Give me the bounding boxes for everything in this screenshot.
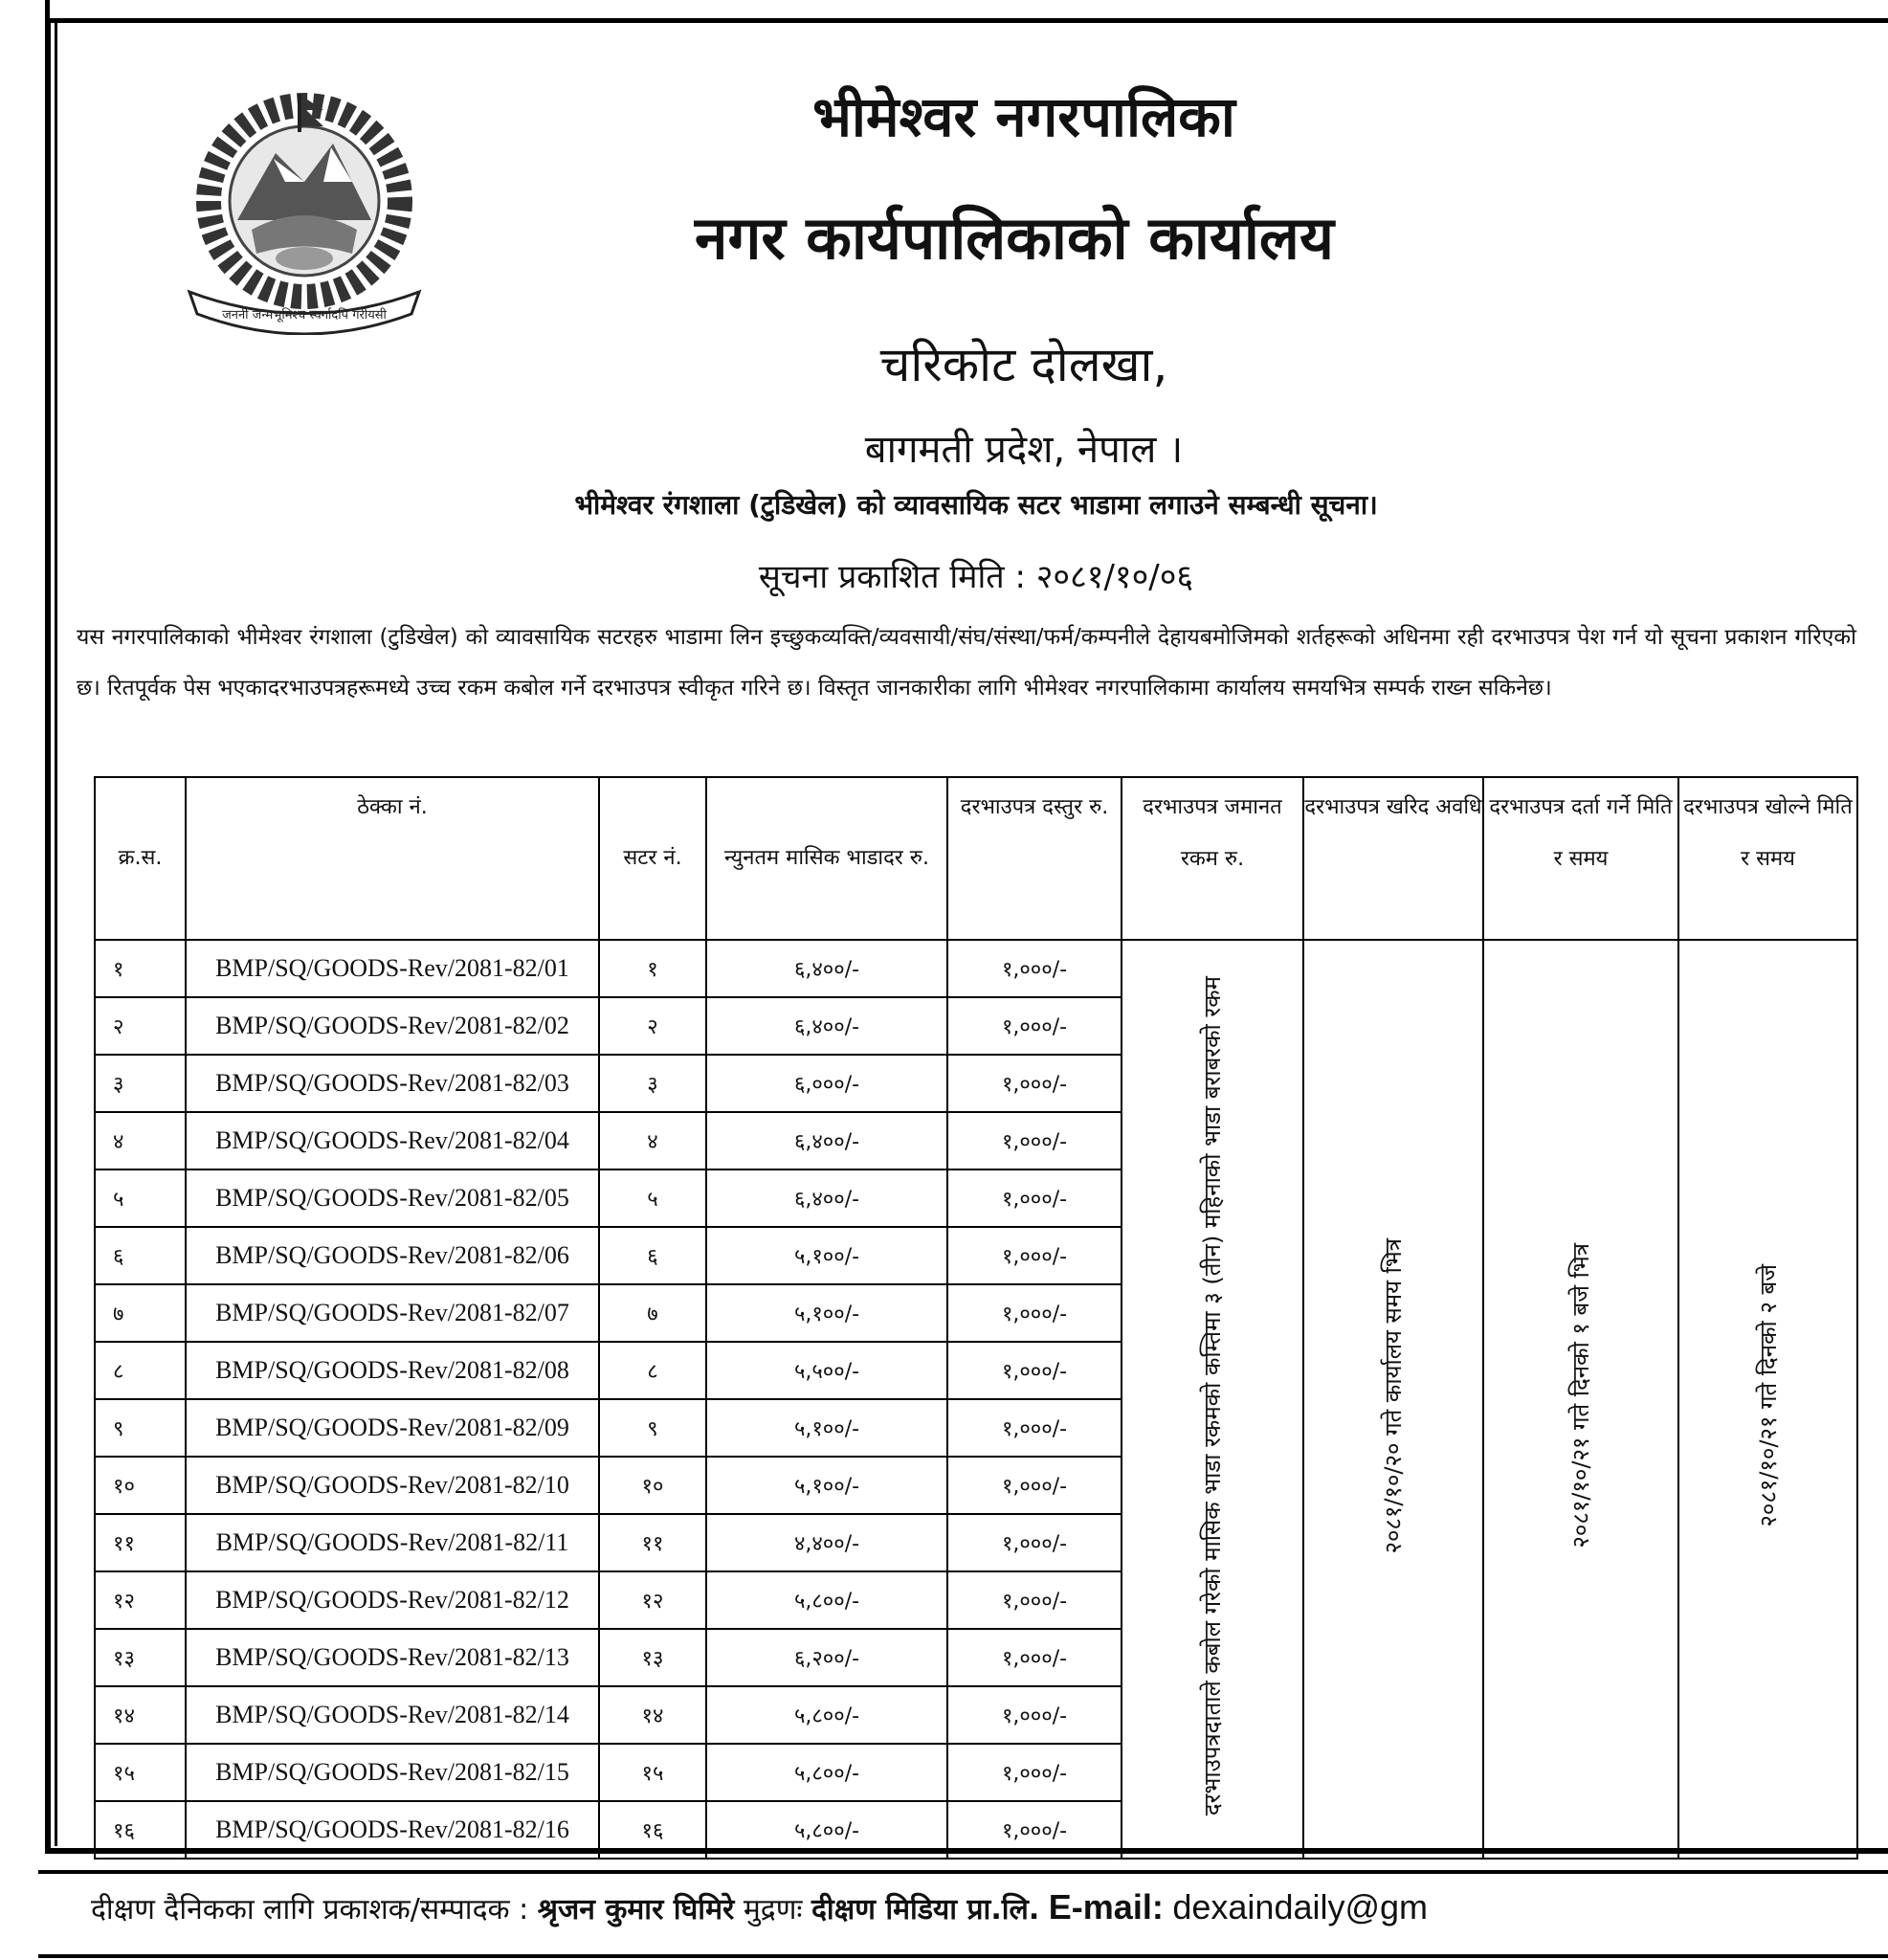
cell-sn: ४ (95, 1112, 186, 1169)
cell-shutter-no: ११ (599, 1514, 706, 1571)
header-bid-fee: दरभाउपत्र दस्तुर रु. (947, 777, 1122, 940)
cell-contract-no: BMP/SQ/GOODS-Rev/2081-82/11 (186, 1514, 599, 1571)
cell-sn: ३ (95, 1055, 186, 1112)
header-sn: क्र.स. (95, 777, 186, 940)
cell-shutter-no: ९ (599, 1399, 706, 1457)
cell-bid-fee: १,०००/- (947, 1686, 1122, 1744)
header-shutter-no: सटर नं. (599, 777, 706, 940)
publisher-footer (91, 1887, 1428, 1927)
cell-min-rent: ६,०००/- (706, 1055, 947, 1112)
cell-min-rent: ५,१००/- (706, 1227, 947, 1284)
cell-sn: १२ (95, 1571, 186, 1629)
cell-contract-no: BMP/SQ/GOODS-Rev/2081-82/14 (186, 1686, 599, 1744)
cell-shutter-no: १५ (599, 1744, 706, 1801)
cell-bid-fee: १,०००/- (947, 1514, 1122, 1571)
cell-contract-no: BMP/SQ/GOODS-Rev/2081-82/15 (186, 1744, 599, 1801)
header-opening-date: दरभाउपत्र खोल्ने मिति र समय (1678, 777, 1857, 940)
cell-sn: ५ (95, 1169, 186, 1227)
nepal-government-emblem-icon (161, 86, 448, 335)
cell-min-rent: ५,१००/- (706, 1399, 947, 1457)
emblem-motto: जननी जन्मभूमिश्च स्वर्गादपि गरीयसी (222, 308, 387, 323)
cell-shutter-no: १२ (599, 1571, 706, 1629)
frame-inner-rule (55, 23, 57, 1846)
cell-sn: ११ (95, 1514, 186, 1571)
header-submission-date: दरभाउपत्र दर्ता गर्ने मिति र समय (1483, 777, 1678, 940)
cell-contract-no: BMP/SQ/GOODS-Rev/2081-82/16 (186, 1801, 599, 1859)
cell-shutter-no: ८ (599, 1342, 706, 1399)
cell-contract-no: BMP/SQ/GOODS-Rev/2081-82/04 (186, 1112, 599, 1169)
cell-contract-no: BMP/SQ/GOODS-Rev/2081-82/05 (186, 1169, 599, 1227)
merged-cell-submission (1483, 940, 1678, 1859)
cell-contract-no: BMP/SQ/GOODS-Rev/2081-82/03 (186, 1055, 599, 1112)
cell-sn: ७ (95, 1284, 186, 1342)
cell-bid-fee: १,०००/- (947, 1457, 1122, 1514)
cell-shutter-no: १० (599, 1457, 706, 1514)
cell-bid-fee: १,०००/- (947, 1342, 1122, 1399)
cell-contract-no: BMP/SQ/GOODS-Rev/2081-82/12 (186, 1571, 599, 1629)
cell-shutter-no: ७ (599, 1284, 706, 1342)
cell-contract-no: BMP/SQ/GOODS-Rev/2081-82/13 (186, 1629, 599, 1686)
cell-min-rent: ५,८००/- (706, 1801, 947, 1859)
cell-min-rent: ५,८००/- (706, 1744, 947, 1801)
printer-label: मुद्रणः (743, 1893, 803, 1927)
cell-shutter-no: १३ (599, 1629, 706, 1686)
cell-bid-fee: १,०००/- (947, 1112, 1122, 1169)
printer-name: दीक्षण मिडिया प्रा.लि. (811, 1893, 1040, 1927)
office-location: चरिकोट दोलखा, (879, 337, 1168, 392)
cell-bid-fee: १,०००/- (947, 1744, 1122, 1801)
cell-sn: १६ (95, 1801, 186, 1859)
cell-shutter-no: ६ (599, 1227, 706, 1284)
cell-min-rent: ५,१००/- (706, 1284, 947, 1342)
merged-cell-deposit (1122, 940, 1303, 1859)
cell-bid-fee: १,०००/- (947, 997, 1122, 1055)
cell-bid-fee: १,०००/- (947, 1399, 1122, 1457)
cell-bid-fee: १,०००/- (947, 1055, 1122, 1112)
cell-shutter-no: ३ (599, 1055, 706, 1112)
footer-rule-bottom (38, 1954, 1888, 1958)
cell-min-rent: ६,४००/- (706, 997, 947, 1055)
cell-contract-no: BMP/SQ/GOODS-Rev/2081-82/02 (186, 997, 599, 1055)
cell-sn: १ (95, 940, 186, 997)
notice-body: यस नगरपालिकाको भीमेश्वर रंगशाला (टुडिखेल) को व्यावसायिक सटरहरु भाडामा लिन इच्छुकव्यक्ति/व्यवसायी/संघ/संस्था/फर्म/कम्पनीले देहायबमोजिमको शर्तहरूको अधिनमा रही दरभाउपत्र पेश गर्न यो सूचना प्रकाशन गरिएको छ। रितपूर्वक पेस भएकादरभाउपत्रहरूमध्ये उच्च रकम कबोल गर्ने दरभाउपत्र स्वीकृत गरिने छ। विस्तृत जानकारीका लागि भीमेश्वर नगरपालिकामा कार्यालय समयभित्र सम्पर्क राख्न सकिनेछ। (77, 625, 1856, 701)
publisher-label: दीक्षण दैनिकका लागि प्रकाशक/सम्पादक : (91, 1893, 529, 1927)
footer-rule-top (38, 1870, 1888, 1874)
cell-contract-no: BMP/SQ/GOODS-Rev/2081-82/10 (186, 1457, 599, 1514)
cell-min-rent: ५,१००/- (706, 1457, 947, 1514)
cell-shutter-no: ४ (599, 1112, 706, 1169)
merged-text-opening: २०८१/१०/२१ गते दिनको २ बजे (1754, 1264, 1782, 1527)
cell-bid-fee: १,०००/- (947, 1571, 1122, 1629)
cell-min-rent: ४,४००/- (706, 1514, 947, 1571)
merged-cell-opening (1678, 940, 1857, 1859)
cell-contract-no: BMP/SQ/GOODS-Rev/2081-82/08 (186, 1342, 599, 1399)
merged-text-deposit: दरभाउपत्रदाताले कबोल गरेको मासिक भाडा रकमको कम्तिमा ३ (तीन) महिनाको भाडा बराबरको रकम (1199, 975, 1226, 1816)
cell-shutter-no: १ (599, 940, 706, 997)
cell-contract-no: BMP/SQ/GOODS-Rev/2081-82/06 (186, 1227, 599, 1284)
cell-min-rent: ५,८००/- (706, 1686, 947, 1744)
merged-cell-purchase (1303, 940, 1483, 1859)
publisher-name: श्रृजन कुमार घिमिरे (537, 1893, 735, 1927)
province-country: बागमती प्रदेश, नेपाल । (864, 428, 1184, 472)
cell-contract-no: BMP/SQ/GOODS-Rev/2081-82/07 (186, 1284, 599, 1342)
cell-min-rent: ६,४००/- (706, 940, 947, 997)
cell-sn: १० (95, 1457, 186, 1514)
cell-shutter-no: १६ (599, 1801, 706, 1859)
cell-shutter-no: १४ (599, 1686, 706, 1744)
cell-min-rent: ५,८००/- (706, 1571, 947, 1629)
email-link[interactable]: dexaindaily@gm (1172, 1887, 1429, 1927)
cell-sn: ६ (95, 1227, 186, 1284)
cell-min-rent: ५,५००/- (706, 1342, 947, 1399)
office-name: नगर कार्यपालिकाको कार्यालय (695, 203, 1334, 273)
cell-shutter-no: ५ (599, 1169, 706, 1227)
cell-contract-no: BMP/SQ/GOODS-Rev/2081-82/01 (186, 940, 599, 997)
cell-contract-no: BMP/SQ/GOODS-Rev/2081-82/09 (186, 1399, 599, 1457)
cell-min-rent: ६,४००/- (706, 1112, 947, 1169)
cell-bid-fee: १,०००/- (947, 1801, 1122, 1859)
cell-sn: १४ (95, 1686, 186, 1744)
cell-sn: १३ (95, 1629, 186, 1686)
top-border (45, 0, 1888, 23)
cell-shutter-no: २ (599, 997, 706, 1055)
cell-min-rent: ६,२००/- (706, 1629, 947, 1686)
email-label: E-mail: (1048, 1887, 1164, 1927)
cell-bid-fee: १,०००/- (947, 1284, 1122, 1342)
cell-sn: ९ (95, 1399, 186, 1457)
header-bid-deposit: दरभाउपत्र जमानत रकम रु. (1122, 777, 1303, 940)
shutter-rental-table (94, 776, 1858, 1860)
table-header-row (95, 777, 1857, 940)
notice-subject: भीमेश्वर रंगशाला (टुडिखेल) को व्यावसायिक सटर भाडामा लगाउने सम्बन्धी सूचना। (574, 489, 1378, 521)
header-contract-no: ठेक्का नं. (186, 777, 599, 940)
cell-bid-fee: १,०००/- (947, 1629, 1122, 1686)
header-min-rent: न्युनतम मासिक भाडादर रु. (706, 777, 947, 940)
cell-bid-fee: १,०००/- (947, 940, 1122, 997)
cell-min-rent: ६,४००/- (706, 1169, 947, 1227)
cell-bid-fee: १,०००/- (947, 1169, 1122, 1227)
table-row (95, 940, 1857, 997)
merged-text-purchase: २०८१/१०/२० गते कार्यालय समय भित्र (1380, 1237, 1407, 1554)
municipality-name: भीमेश्वर नगरपालिका (812, 84, 1235, 149)
merged-text-submission: २०८१/१०/२१ गते दिनको १ बजे भित्र (1567, 1243, 1594, 1548)
published-date: सूचना प्रकाशित मिति : २०८१/१०/०६ (758, 558, 1194, 596)
cell-sn: १५ (95, 1744, 186, 1801)
cell-sn: ८ (95, 1342, 186, 1399)
cell-bid-fee: १,०००/- (947, 1227, 1122, 1284)
header-purchase-period: दरभाउपत्र खरिद अवधि (1303, 777, 1483, 940)
cell-sn: २ (95, 997, 186, 1055)
